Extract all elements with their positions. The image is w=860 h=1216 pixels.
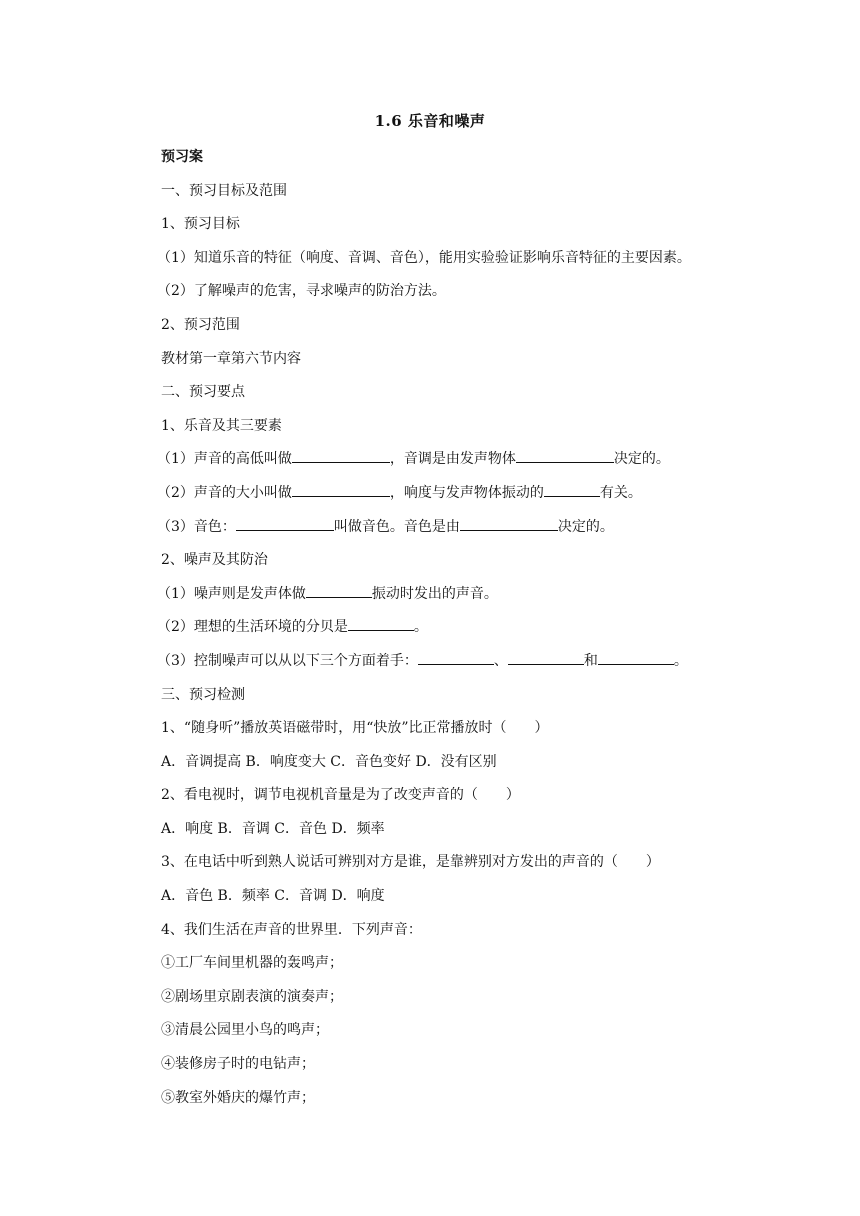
heading-key-points: 二、预习要点	[161, 384, 245, 401]
sound-item-2: ②剧场里京剧表演的演奏声；	[161, 988, 343, 1005]
sound-item-1: ①工厂车间里机器的轰鸣声；	[161, 955, 343, 972]
fill-text: 。	[673, 652, 688, 669]
fill-text: 决定的。	[557, 518, 614, 535]
subheading-musical-sound: 1、乐音及其三要素	[161, 417, 282, 434]
question-1: 1、“随身听”播放英语磁带时，用“快放”比正常播放时（ ）	[161, 720, 549, 737]
answer-blank[interactable]	[292, 482, 390, 497]
fill-text: 叫做音色。音色是由	[333, 518, 460, 535]
fill-text: （1）声音的高低叫做	[157, 451, 292, 468]
fill-item-pitch	[157, 448, 761, 482]
answer-blank[interactable]	[544, 482, 600, 497]
question-3-options: A．音色 B．频率 C．音调 D．响度	[161, 888, 385, 905]
fill-item-loudness	[157, 482, 761, 516]
fill-text: 振动时发出的声音。	[371, 585, 498, 602]
sound-item-5: ⑤教室外婚庆的爆竹声；	[161, 1089, 315, 1106]
scope-text: 教材第一章第六节内容	[161, 350, 301, 367]
document-body	[157, 146, 761, 1120]
answer-blank[interactable]	[348, 616, 414, 631]
heading-goals-scope: 一、预习目标及范围	[161, 182, 287, 199]
answer-blank[interactable]	[508, 650, 584, 665]
question-1-options: A．音调提高 B．响度变大 C．音色变好 D．没有区别	[161, 753, 497, 770]
heading-self-check: 三、预习检测	[161, 686, 245, 703]
answer-blank[interactable]	[460, 516, 558, 531]
answer-blank[interactable]	[516, 448, 614, 463]
fill-text: 、	[493, 652, 508, 669]
fill-text: 有关。	[599, 484, 642, 501]
answer-blank[interactable]	[236, 516, 334, 531]
goal-item-2: （2）了解噪声的危害，寻求噪声的防治方法。	[157, 283, 446, 300]
question-2: 2、看电视时，调节电视机音量是为了改变声音的（ ）	[161, 787, 520, 804]
fill-item-noise-definition	[157, 583, 761, 617]
question-4: 4、我们生活在声音的世界里．下列声音：	[161, 921, 422, 938]
fill-item-timbre	[157, 516, 761, 550]
question-2-options: A．响度 B．音调 C．音色 D．频率	[161, 820, 385, 837]
fill-text: ，音调是由发声物体	[389, 451, 516, 468]
fill-text: （3）控制噪声可以从以下三个方面着手：	[157, 652, 418, 669]
fill-text: 。	[413, 619, 428, 636]
fill-item-decibel	[157, 616, 761, 650]
page-title: 1.6 乐音和噪声	[374, 112, 486, 130]
fill-text: （2）理想的生活环境的分贝是	[157, 619, 348, 636]
answer-blank[interactable]	[418, 650, 494, 665]
fill-item-noise-control	[157, 650, 761, 684]
answer-blank[interactable]	[598, 650, 674, 665]
section-heading-preview: 预习案	[161, 149, 203, 165]
subheading-scope: 2、预习范围	[161, 316, 240, 333]
fill-text: （1）噪声则是发声体做	[157, 585, 306, 602]
goal-item-1: （1）知道乐音的特征（响度、音调、音色），能用实验验证影响乐音特征的主要因素。	[157, 249, 691, 266]
fill-text: （3）音色：	[157, 518, 236, 535]
fill-text: ，响度与发声物体振动的	[389, 484, 544, 501]
answer-blank[interactable]	[292, 448, 390, 463]
subheading-noise: 2、噪声及其防治	[161, 552, 268, 569]
fill-text: （2）声音的大小叫做	[157, 484, 292, 501]
sound-item-3: ③清晨公园里小鸟的鸣声；	[161, 1022, 329, 1039]
fill-text: 决定的。	[613, 451, 670, 468]
subheading-goals: 1、预习目标	[161, 216, 240, 233]
sound-item-4: ④装修房子时的电钻声；	[161, 1056, 315, 1073]
question-3: 3、在电话中听到熟人说话可辨别对方是谁，是靠辨别对方发出的声音的（ ）	[161, 854, 660, 871]
answer-blank[interactable]	[306, 583, 372, 598]
fill-text: 和	[583, 652, 598, 669]
